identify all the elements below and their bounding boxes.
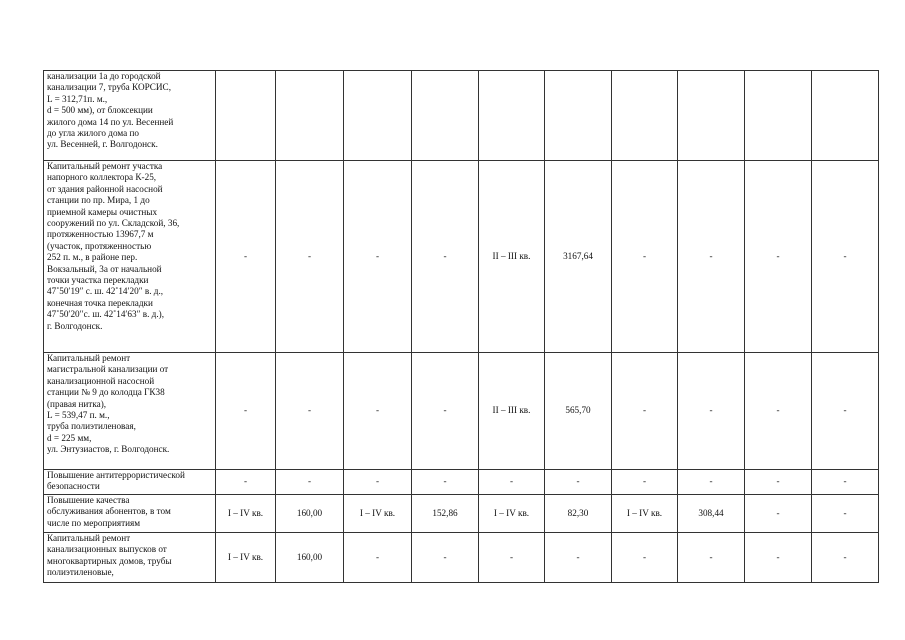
value-cell: [612, 71, 678, 161]
description-line: протяженностью 13967,7 м: [47, 229, 154, 240]
description-line: г. Волгодонск.: [47, 320, 103, 331]
description-line: 252 п. м., в районе пер.: [47, 252, 138, 263]
table-row: [44, 71, 879, 161]
description-line: 47˚50′20′′с. ш. 42˚14′63″ в. д.),: [47, 309, 165, 320]
value-cell: I – IV кв.: [612, 495, 678, 533]
value-cell: -: [344, 470, 412, 495]
description-line: Капитальный ремонт: [47, 353, 131, 363]
value-cell: -: [344, 533, 412, 583]
description-line: жилого дома 14 по ул. Весенней: [47, 116, 174, 127]
description-line: магистральной канализации от: [47, 364, 169, 375]
value-cell: II – III кв.: [479, 161, 545, 353]
value-cell: I – IV кв.: [216, 495, 276, 533]
description-line: (участок, протяженностью: [47, 240, 152, 251]
description-line: (правая нитка),: [47, 398, 107, 409]
value-cell: -: [216, 353, 276, 470]
value-cell: [545, 71, 612, 161]
table-row: [44, 495, 879, 533]
value-cell: -: [412, 533, 479, 583]
value-cell: -: [216, 470, 276, 495]
description-line: Капитальный ремонт: [47, 533, 131, 543]
description-line: Капитальный ремонт участка: [47, 161, 163, 171]
value-cell: -: [276, 353, 344, 470]
description-line: ул. Весенней, г. Волгодонск.: [47, 139, 158, 150]
description-line: напорного коллектора К-25,: [47, 172, 157, 183]
value-cell: [344, 71, 412, 161]
value-cell: -: [612, 470, 678, 495]
description-line: канализации 7, труба КОРСИС,: [47, 82, 171, 93]
value-cell: -: [678, 470, 745, 495]
description-line: до угла жилого дома по: [47, 128, 140, 139]
value-cell: -: [344, 353, 412, 470]
value-cell: -: [612, 353, 678, 470]
description-line: канализационной насосной: [47, 375, 155, 386]
value-cell: -: [678, 161, 745, 353]
value-cell: -: [412, 470, 479, 495]
description-line: безопасности: [47, 481, 100, 492]
description-line: обслуживания абонентов, в том: [47, 506, 171, 517]
value-cell: -: [745, 161, 812, 353]
value-cell: 160,00: [276, 533, 344, 583]
description-line: d = 500 мм), от блоксекции: [47, 105, 153, 116]
value-cell: [216, 71, 276, 161]
value-cell: -: [545, 470, 612, 495]
table-body: [44, 71, 879, 583]
value-cell: -: [745, 353, 812, 470]
table-row: [44, 533, 879, 583]
description-line: Повышение качества: [47, 495, 130, 505]
value-cell: -: [812, 495, 879, 533]
value-cell: -: [745, 495, 812, 533]
description-line: Вокзальный, 3а от начальной: [47, 263, 162, 274]
value-cell: -: [216, 161, 276, 353]
description-cell: [44, 470, 216, 495]
value-cell: 160,00: [276, 495, 344, 533]
value-cell: [276, 71, 344, 161]
value-cell: -: [545, 533, 612, 583]
value-cell: -: [678, 533, 745, 583]
value-cell: -: [745, 533, 812, 583]
description-line: станции по пр. Мира, 1 до: [47, 195, 150, 206]
value-cell: -: [612, 161, 678, 353]
value-cell: -: [479, 470, 545, 495]
table-row: [44, 470, 879, 495]
value-cell: [745, 71, 812, 161]
description-line: ул. Энтузиастов, г. Волгодонск.: [47, 444, 170, 455]
description-line: d = 225 мм,: [47, 432, 92, 443]
description-line: канализации 1а до городской: [47, 71, 161, 81]
table-row: [44, 161, 879, 353]
value-cell: -: [412, 353, 479, 470]
value-cell: I – IV кв.: [344, 495, 412, 533]
description-line: конечная точка перекладки: [47, 297, 153, 308]
value-cell: II – III кв.: [479, 353, 545, 470]
description-cell: [44, 161, 216, 353]
description-cell: [44, 495, 216, 533]
value-cell: -: [812, 470, 879, 495]
description-line: станции № 9 до колодца ГК38: [47, 387, 165, 398]
data-table: [43, 70, 879, 583]
description-line: L = 312,71п. м.,: [47, 93, 108, 104]
value-cell: [412, 71, 479, 161]
description-line: приемной камеры очистных: [47, 206, 158, 217]
description-line: точки участка перекладки: [47, 275, 149, 286]
value-cell: -: [412, 161, 479, 353]
description-line: сооружений по ул. Складской, 36,: [47, 218, 180, 229]
description-line: многоквартирных домов, трубы: [47, 555, 172, 566]
description-line: L = 539,47 п. м.,: [47, 410, 110, 421]
value-cell: [479, 71, 545, 161]
value-cell: 82,30: [545, 495, 612, 533]
value-cell: -: [612, 533, 678, 583]
description-line: 47˚50′19″ с. ш. 42˚14′20″ в. д.,: [47, 286, 164, 297]
value-cell: -: [276, 470, 344, 495]
value-cell: 308,44: [678, 495, 745, 533]
value-cell: -: [812, 533, 879, 583]
value-cell: [812, 71, 879, 161]
value-cell: -: [678, 353, 745, 470]
value-cell: I – IV кв.: [216, 533, 276, 583]
description-cell: [44, 353, 216, 470]
value-cell: 3167,64: [545, 161, 612, 353]
value-cell: -: [812, 161, 879, 353]
value-cell: -: [344, 161, 412, 353]
value-cell: I – IV кв.: [479, 495, 545, 533]
value-cell: -: [276, 161, 344, 353]
description-cell: [44, 533, 216, 583]
description-cell: [44, 71, 216, 161]
description-line: числе по мероприятиям: [47, 517, 141, 528]
value-cell: [678, 71, 745, 161]
value-cell: -: [479, 533, 545, 583]
description-line: полиэтиленовые,: [47, 567, 114, 578]
description-line: труба полиэтиленовая,: [47, 421, 136, 432]
value-cell: -: [812, 353, 879, 470]
value-cell: 565,70: [545, 353, 612, 470]
value-cell: -: [745, 470, 812, 495]
table-row: [44, 353, 879, 470]
value-cell: 152,86: [412, 495, 479, 533]
description-line: от здания районной насосной: [47, 183, 163, 194]
description-line: Повышение антитеррористической: [47, 470, 185, 480]
description-line: канализационных выпусков от: [47, 544, 167, 555]
